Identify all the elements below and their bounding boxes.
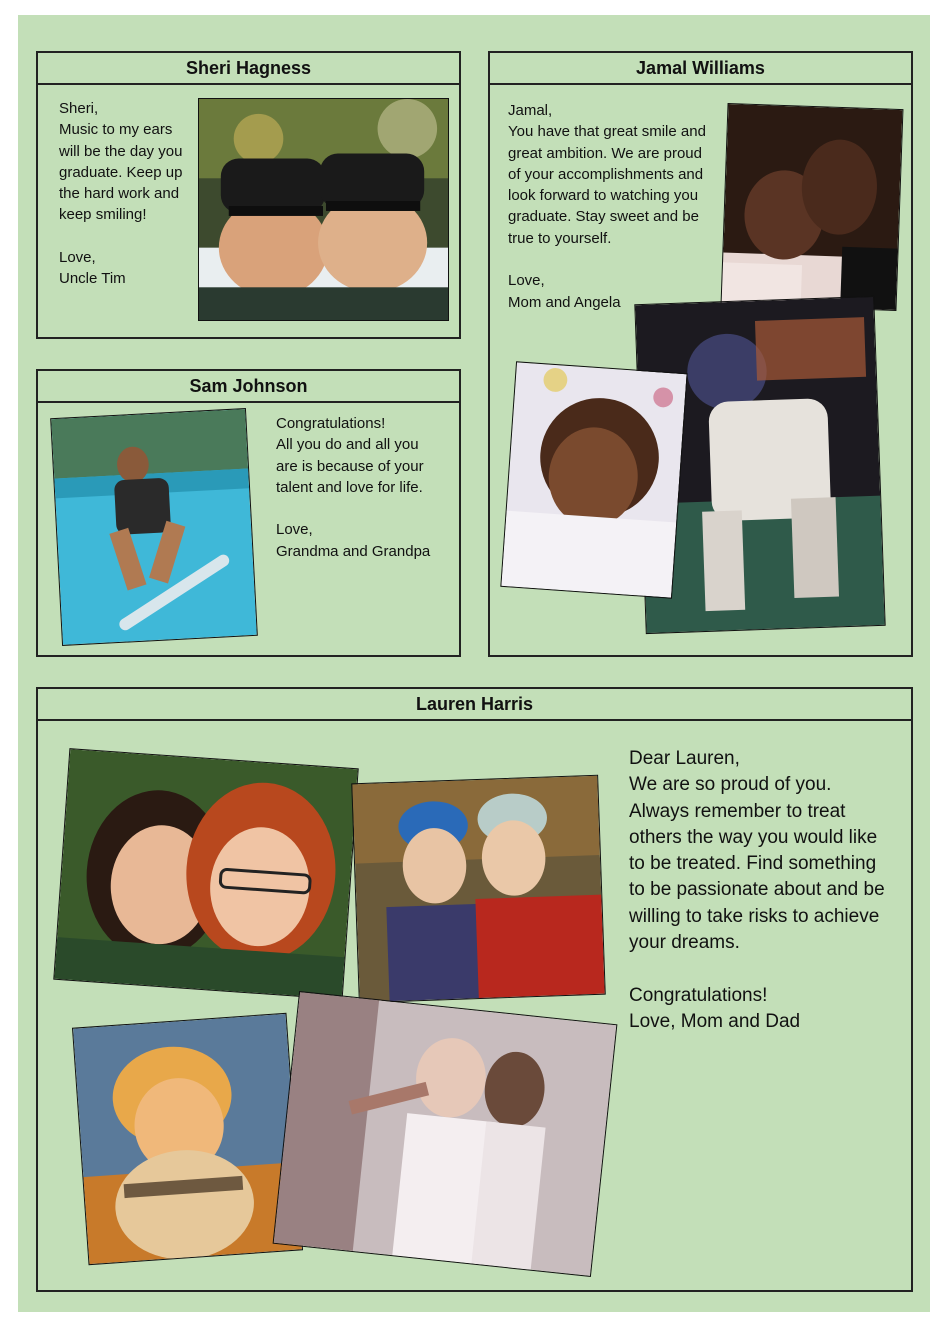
jamal-name-heading: Jamal Williams <box>490 53 911 85</box>
lauren-dance-photo <box>273 991 618 1277</box>
sam-message: Congratulations! All you do and all you are is because of your talent and love for life. Love, Grandma and Grandpa <box>276 415 431 560</box>
lauren-message: Dear Lauren, We are so proud of you. Always remember to treat others the way you would like to be treated. Find something to be passionate about and be willing to take risks to achieve your dreams. Congratulations! Love, Mom and Dad <box>629 748 885 1032</box>
sheri-name-heading: Sheri Hagness <box>38 53 459 85</box>
jamal-message: Jamal, You have that great smile and great ambition. We are proud of your accomplishments and look forward to watching you graduate. Stay sweet and be true to yourself. Love, Mom and Angela <box>508 102 706 311</box>
sam-wakeboard-photo <box>50 408 258 646</box>
sheri-band-photo <box>198 98 449 321</box>
sam-name-heading: Sam Johnson <box>38 371 459 403</box>
jamal-child-photo <box>500 361 687 598</box>
lauren-baby-photo <box>72 1013 303 1265</box>
jamal-prom-photo <box>721 103 904 311</box>
lauren-friends-photo <box>53 748 358 1000</box>
sheri-message: Sheri, Music to my ears will be the day you graduate. Keep up the hard work and keep smiling! Love, Uncle Tim <box>59 100 183 288</box>
lauren-name-heading: Lauren Harris <box>38 689 911 721</box>
lauren-winter-photo <box>351 775 606 1003</box>
